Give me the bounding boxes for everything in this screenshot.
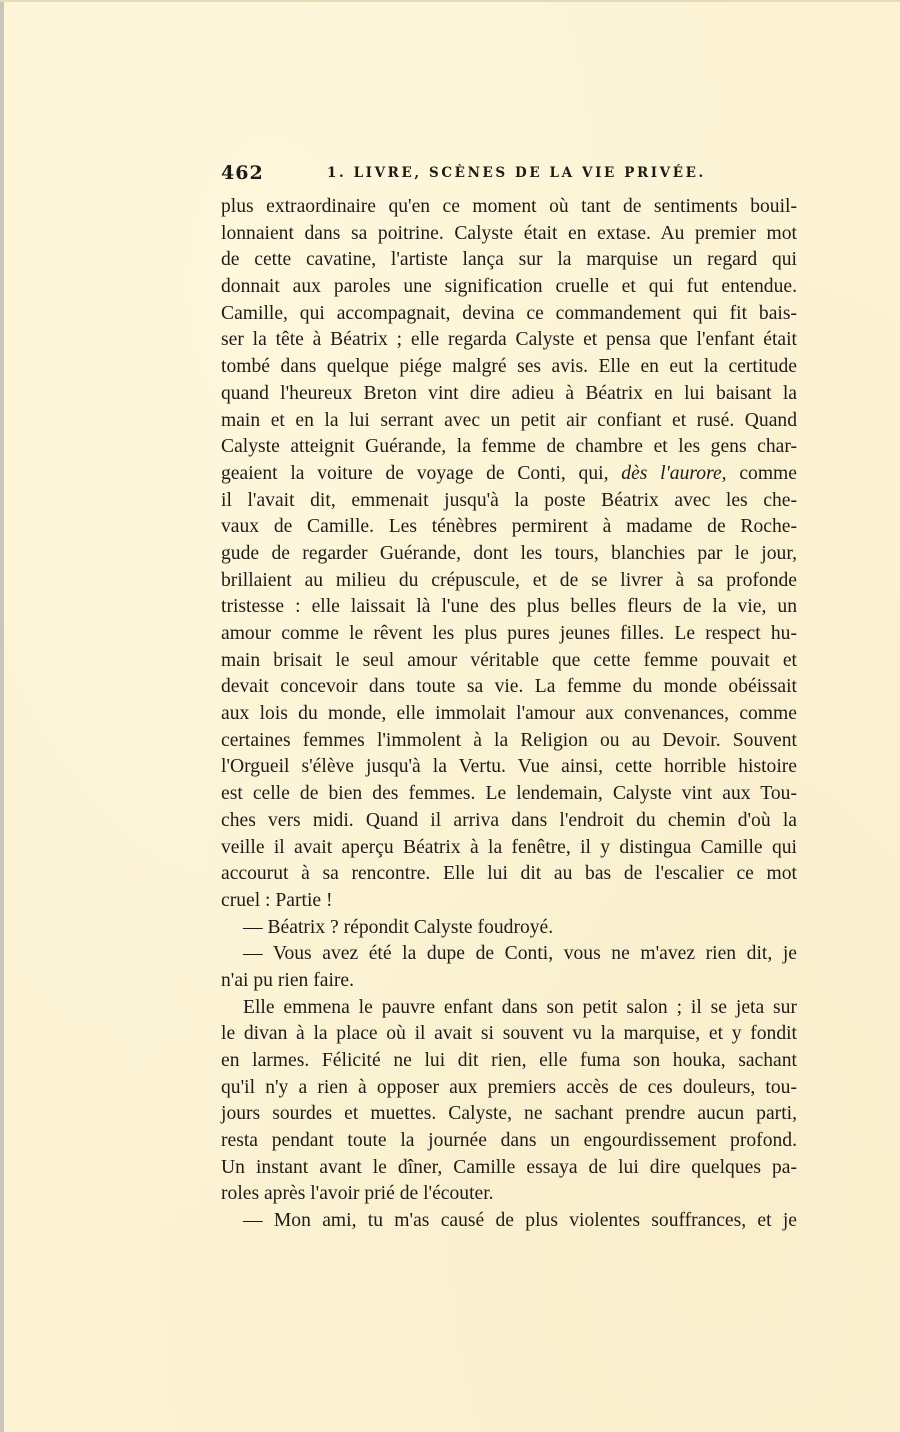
paragraph-end-line: cruel : Partie !	[221, 889, 333, 911]
italic-phrase: dès l'aurore,	[621, 462, 727, 484]
text-line: aux lois du monde, elle immolait l'amour aux convenances, comme	[221, 703, 797, 725]
text-line: gude de regarder Guérande, dont les tours, blanchies par le jour,	[221, 542, 797, 564]
body-text	[221, 194, 797, 1235]
text-line: plus extraordinaire qu'en ce moment où tant de sentiments bouil-	[221, 196, 797, 217]
text-line: l'Orgueil s'élève jusqu'à la Vertu. Vue ainsi, cette horrible histoire	[221, 756, 797, 778]
text-line: lonnaient dans sa poitrine. Calyste était en extase. Au premier mot	[221, 222, 797, 244]
text-line: veille il avait aperçu Béatrix à la fenêtre, il y distingua Camille qui	[221, 836, 797, 858]
text-line: il l'avait dit, emmenait jusqu'à la poste Béatrix avec les che-	[221, 489, 797, 511]
text-line: jours sourdes et muettes. Calyste, ne sachant prendre aucun parti,	[221, 1103, 797, 1125]
text-line: qu'il n'y a rien à opposer aux premiers accès de ces douleurs, tou-	[221, 1076, 797, 1098]
text-line: amour comme le rêvent les plus pures jeunes filles. Le respect hu-	[221, 623, 797, 644]
text-line: ser la tête à Béatrix ; elle regarda Calyste et pensa que l'enfant était	[221, 329, 797, 351]
text-line: Un instant avant le dîner, Camille essaya de lui dire quelques pa-	[221, 1156, 797, 1178]
text-line: le divan à la place où il avait si souvent vu la marquise, et y fondit	[221, 1023, 797, 1045]
text-segment: comme	[726, 462, 797, 484]
text-line: certaines femmes l'immolent à la Religion ou au Devoir. Souvent	[221, 729, 797, 751]
text-line: Calyste atteignit Guérande, la femme de chambre et les gens char-	[221, 436, 797, 458]
text-line: de cette cavatine, l'artiste lança sur la marquise un regard qui	[221, 249, 797, 271]
page-top-edge	[0, 0, 900, 2]
text-line: Camille, qui accompagnait, devina ce commandement qui fit bais-	[221, 302, 797, 324]
text-line: ches vers midi. Quand il arriva dans l'endroit du chemin d'où la	[221, 809, 797, 831]
text-line: quand l'heureux Breton vint dire adieu à Béatrix en lui baisant la	[221, 382, 797, 404]
running-head: 1. LIVRE, SCÈNES DE LA VIE PRIVÉE.	[327, 165, 706, 181]
dialogue-line: — Mon ami, tu m'as causé de plus violentes souffrances, et je	[243, 1210, 797, 1232]
text-line: brillaient au milieu du crépuscule, et de se livrer à sa profonde	[221, 569, 797, 591]
text-line: devait concevoir dans toute sa vie. La femme du monde obéissait	[221, 676, 797, 698]
text-line: accourut à sa rencontre. Elle lui dit au bas de l'escalier ce mot	[221, 863, 797, 885]
text-line: donnait aux paroles une signification cruelle et qui fut entendue.	[221, 276, 797, 298]
text-line: main brisait le seul amour véritable que cette femme pouvait et	[221, 649, 797, 671]
text-line: est celle de bien des femmes. Le lendemain, Calyste vint aux Tou-	[221, 783, 797, 805]
dialogue-line: — Vous avez été la dupe de Conti, vous ne m'avez rien dit, je	[243, 943, 797, 965]
paragraph-start-line: Elle emmena le pauvre enfant dans son petit salon ; il se jeta sur	[243, 996, 797, 1018]
text-line: resta pendant toute la journée dans un engourdissement profond.	[221, 1130, 797, 1152]
paragraph-end-line: roles après l'avoir prié de l'écouter.	[221, 1183, 494, 1205]
page-header	[221, 162, 797, 188]
text-segment: geaient la voiture de voyage de Conti, qui,	[221, 462, 622, 484]
dialogue-line: — Béatrix ? répondit Calyste foudroyé.	[243, 916, 554, 938]
text-line: main et en la lui serrant avec un petit air confiant et rusé. Quand	[221, 409, 797, 431]
text-line: tristesse : elle laissait là l'une des plus belles fleurs de la vie, un	[221, 596, 797, 618]
text-line: vaux de Camille. Les ténèbres permirent à madame de Roche-	[221, 516, 797, 538]
text-line: en larmes. Félicité ne lui dit rien, elle fuma son houka, sachant	[221, 1050, 797, 1071]
paragraph-end-line: n'ai pu rien faire.	[221, 969, 355, 991]
page-left-edge	[0, 0, 4, 1432]
page-number: 462	[221, 162, 264, 184]
text-line: tombé dans quelque piége malgré ses avis. Elle en eut la certitude	[221, 356, 797, 378]
text-line-with-italic	[221, 461, 797, 488]
